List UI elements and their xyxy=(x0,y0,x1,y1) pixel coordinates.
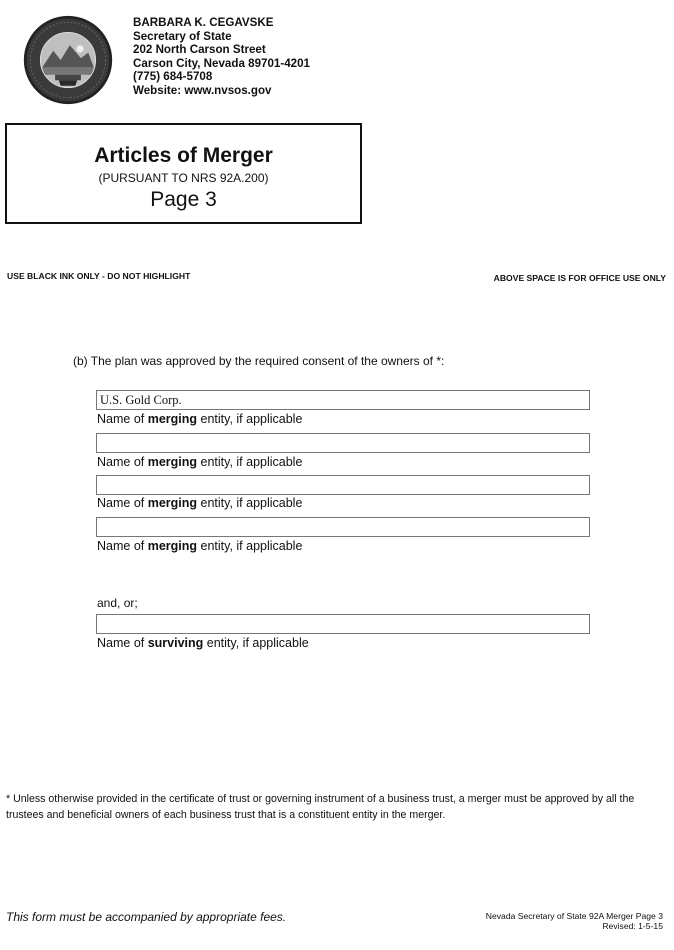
secretary-name: BARBARA K. CEGAVSKE xyxy=(133,16,274,29)
phone-number: (775) 684-5708 xyxy=(133,70,213,84)
revision-date: Revised: 1-5-15 xyxy=(602,921,663,931)
form-identifier: Nevada Secretary of State 92A Merger Page 3 xyxy=(485,911,663,921)
merging-entity-field-3[interactable] xyxy=(96,475,590,495)
ink-instruction: USE BLACK INK ONLY - DO NOT HIGHLIGHT xyxy=(7,271,191,281)
city-address: Carson City, Nevada 89701-4201 xyxy=(133,56,311,70)
surviving-entity-field[interactable] xyxy=(96,614,590,634)
form-footer-id xyxy=(486,911,663,931)
section-b-intro: (b) The plan was approved by the required consent of the owners of *: xyxy=(73,354,445,368)
office-title: Secretary of State xyxy=(133,29,232,43)
form-statute: (PURSUANT TO NRS 92A.200) xyxy=(98,171,269,185)
form-page-label: Page 3 xyxy=(150,188,217,211)
sos-contact-block xyxy=(133,16,310,98)
form-title-box xyxy=(5,123,362,224)
street-address: 202 North Carson Street xyxy=(133,43,266,57)
merging-entity-caption-1: Name of merging entity, if applicable xyxy=(97,412,303,426)
merging-entity-caption-3: Name of merging entity, if applicable xyxy=(97,496,303,510)
fees-notice: This form must be accompanied by appropriate fees. xyxy=(6,910,287,924)
merging-entity-field-1[interactable]: U.S. Gold Corp. xyxy=(96,390,590,410)
merging-entity-caption-4: Name of merging entity, if applicable xyxy=(97,539,303,553)
merging-entity-field-4[interactable] xyxy=(96,517,590,537)
nevada-state-seal xyxy=(22,14,114,106)
form-title: Articles of Merger xyxy=(94,144,273,167)
merging-entity-caption-2: Name of merging entity, if applicable xyxy=(97,455,303,469)
surviving-entity-caption: Name of surviving entity, if applicable xyxy=(97,636,309,650)
office-use-notice: ABOVE SPACE IS FOR OFFICE USE ONLY xyxy=(493,273,666,283)
website-link[interactable]: Website: www.nvsos.gov xyxy=(133,83,272,97)
and-or-label: and, or; xyxy=(97,596,138,610)
merging-entity-field-2[interactable] xyxy=(96,433,590,453)
approval-footnote: * Unless otherwise provided in the certificate of trust or governing instrument of a business trust, a merger must be approved by all the trustees and beneficial owners of each business trust that is a constituent entity in the merger. xyxy=(6,793,635,821)
